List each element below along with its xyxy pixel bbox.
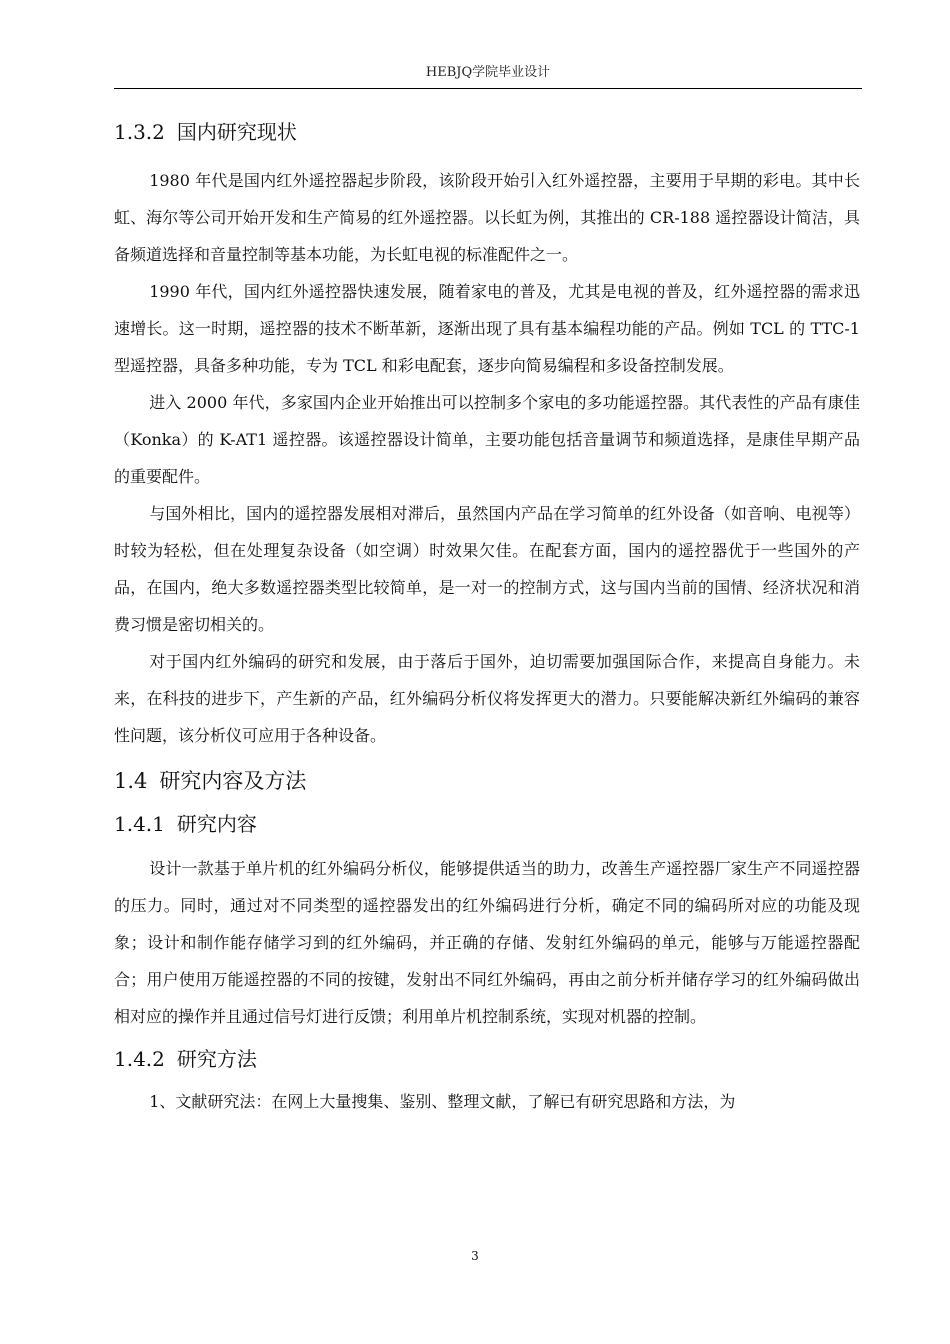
paragraph-outlook: 对于国内红外编码的研究和发展，由于落后于国外，迫切需要加强国际合作，来提高自身能力。未来，在科技的进步下，产生新的产品，红外编码分析仪将发挥更大的潜力。只要能解决新红外编码的兼容性问题，该分析仪可应用于各种设备。 (114, 652, 860, 745)
section-number: 1.4 (114, 769, 148, 793)
section-title: 国内研究现状 (176, 120, 297, 144)
paragraph-literature-method: 1、文献研究法：在网上大量搜集、鉴别、整理文献，了解已有研究思路和方法，为 (149, 1092, 736, 1111)
header-rule (114, 88, 862, 89)
section-title: 研究内容 (176, 812, 257, 836)
paragraph-1980s: 1980 年代是国内红外遥控器起步阶段，该阶段开始引入红外遥控器，主要用于早期的彩电。其中长虹、海尔等公司开始开发和生产简易的红外遥控器。以长虹为例，其推出的 CR-188 遥控器设计简洁，具备频道选择和音量控制等基本功能，为长虹电视的标准配件之一。 (114, 171, 860, 264)
section-number: 1.4.1 (114, 812, 165, 836)
section-heading-1-4-1 (114, 810, 860, 838)
paragraph-2000s: 进入 2000 年代，多家国内企业开始推出可以控制多个家电的多功能遥控器。其代表性的产品有康佳（Konka）的 K-AT1 遥控器。该遥控器设计简单，主要功能包括音量调节和频道选择，是康佳早期产品的重要配件。 (114, 393, 860, 486)
section-title: 研究方法 (176, 1047, 257, 1071)
page-body (114, 118, 860, 1120)
section-heading-1-3-2 (114, 118, 860, 146)
paragraph-comparison: 与国外相比，国内的遥控器发展相对滞后，虽然国内产品在学习简单的红外设备（如音响、电视等）时较为轻松，但在处理复杂设备（如空调）时效果欠佳。在配套方面，国内的遥控器优于一些国外的产品，在国内，绝大多数遥控器类型比较简单，是一对一的控制方式，这与国内当前的国情、经济状况和消费习惯是密切相关的。 (114, 504, 860, 634)
section-title: 研究内容及方法 (159, 769, 307, 793)
section-heading-1-4-2 (114, 1045, 860, 1073)
section-number: 1.3.2 (114, 120, 165, 144)
running-header: HEBJQ学院毕业设计 (425, 65, 551, 80)
page-number: 3 (471, 1249, 479, 1263)
section-heading-1-4 (114, 766, 860, 796)
section-number: 1.4.2 (114, 1047, 165, 1071)
paragraph-research-content: 设计一款基于单片机的红外编码分析仪，能够提供适当的助力，改善生产遥控器厂家生产不同遥控器的压力。同时，通过对不同类型的遥控器发出的红外编码进行分析，确定不同的编码所对应的功能及现象；设计和制作能存储学习到的红外编码，并正确的存储、发射红外编码的单元，能够与万能遥控器配合；用户使用万能遥控器的不同的按键，发射出不同红外编码，再由之前分析并储存学习的红外编码做出相对应的操作并且通过信号灯进行反馈；利用单片机控制系统，实现对机器的控制。 (114, 859, 860, 1026)
paragraph-1990s: 1990 年代，国内红外遥控器快速发展，随着家电的普及，尤其是电视的普及，红外遥控器的需求迅速增长。这一时期，遥控器的技术不断革新，逐渐出现了具有基本编程功能的产品。例如 TCL 的 TTC-1 型遥控器，具备多种功能，专为 TCL 和彩电配套，逐步向简易编程和多设备控制发展。 (114, 282, 860, 375)
